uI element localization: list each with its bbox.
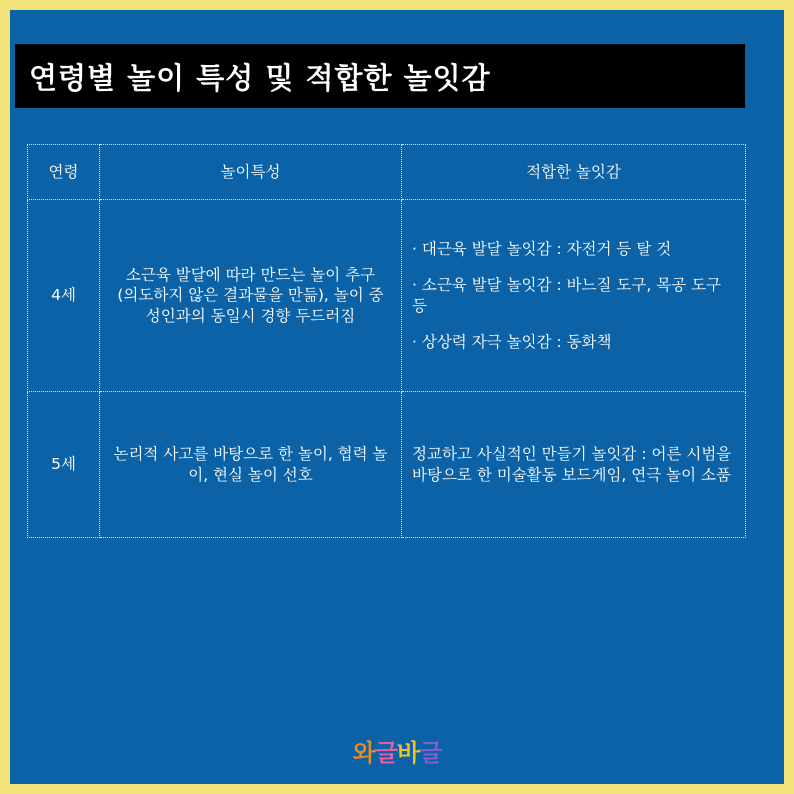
toy-item: · 상상력 자극 놀잇감 : 동화책 xyxy=(412,332,612,351)
table-row xyxy=(28,392,746,538)
age-cell: 5세 xyxy=(28,392,100,538)
header-play-feature: 놀이특성 xyxy=(100,145,402,200)
table-header-row xyxy=(28,145,746,200)
play-feature-cell xyxy=(100,200,402,392)
suitable-toys-cell xyxy=(402,392,746,538)
card-background xyxy=(10,10,784,784)
logo-char: 와 xyxy=(352,739,375,767)
play-feature-text: 소근육 발달에 따라 만드는 놀이 추구 (의도하지 않은 결과물을 만듦), 놀이 중 성인과의 동일시 경향 두드러짐 xyxy=(117,265,384,325)
toy-item: · 소근육 발달 놀잇감 : 바느질 도구, 목공 도구 등 xyxy=(412,276,722,315)
suitable-toys-cell xyxy=(402,200,746,392)
toy-item: 정교하고 사실적인 만들기 놀잇감 : 어른 시범을 바탕으로 한 미술활동 보드게임, 연극 놀이 소품 xyxy=(412,445,732,484)
play-feature-cell xyxy=(100,392,402,538)
header-age: 연령 xyxy=(28,145,100,200)
title-banner xyxy=(15,44,745,108)
age-play-table xyxy=(27,144,746,538)
brand-logo xyxy=(10,733,784,768)
toy-item: · 대근육 발달 놀잇감 : 자전거 등 탈 것 xyxy=(412,239,672,258)
age-cell: 4세 xyxy=(28,200,100,392)
page-title: 연령별 놀이 특성 및 적합한 놀잇감 xyxy=(29,60,491,95)
logo-char: 바 xyxy=(397,739,420,767)
logo-char: 글 xyxy=(419,739,442,767)
table-row xyxy=(28,200,746,392)
logo-char: 글 xyxy=(374,739,397,767)
header-suitable-toys: 적합한 놀잇감 xyxy=(402,145,746,200)
play-feature-text: 논리적 사고를 바탕으로 한 놀이, 협력 놀이, 현실 놀이 선호 xyxy=(113,445,388,484)
